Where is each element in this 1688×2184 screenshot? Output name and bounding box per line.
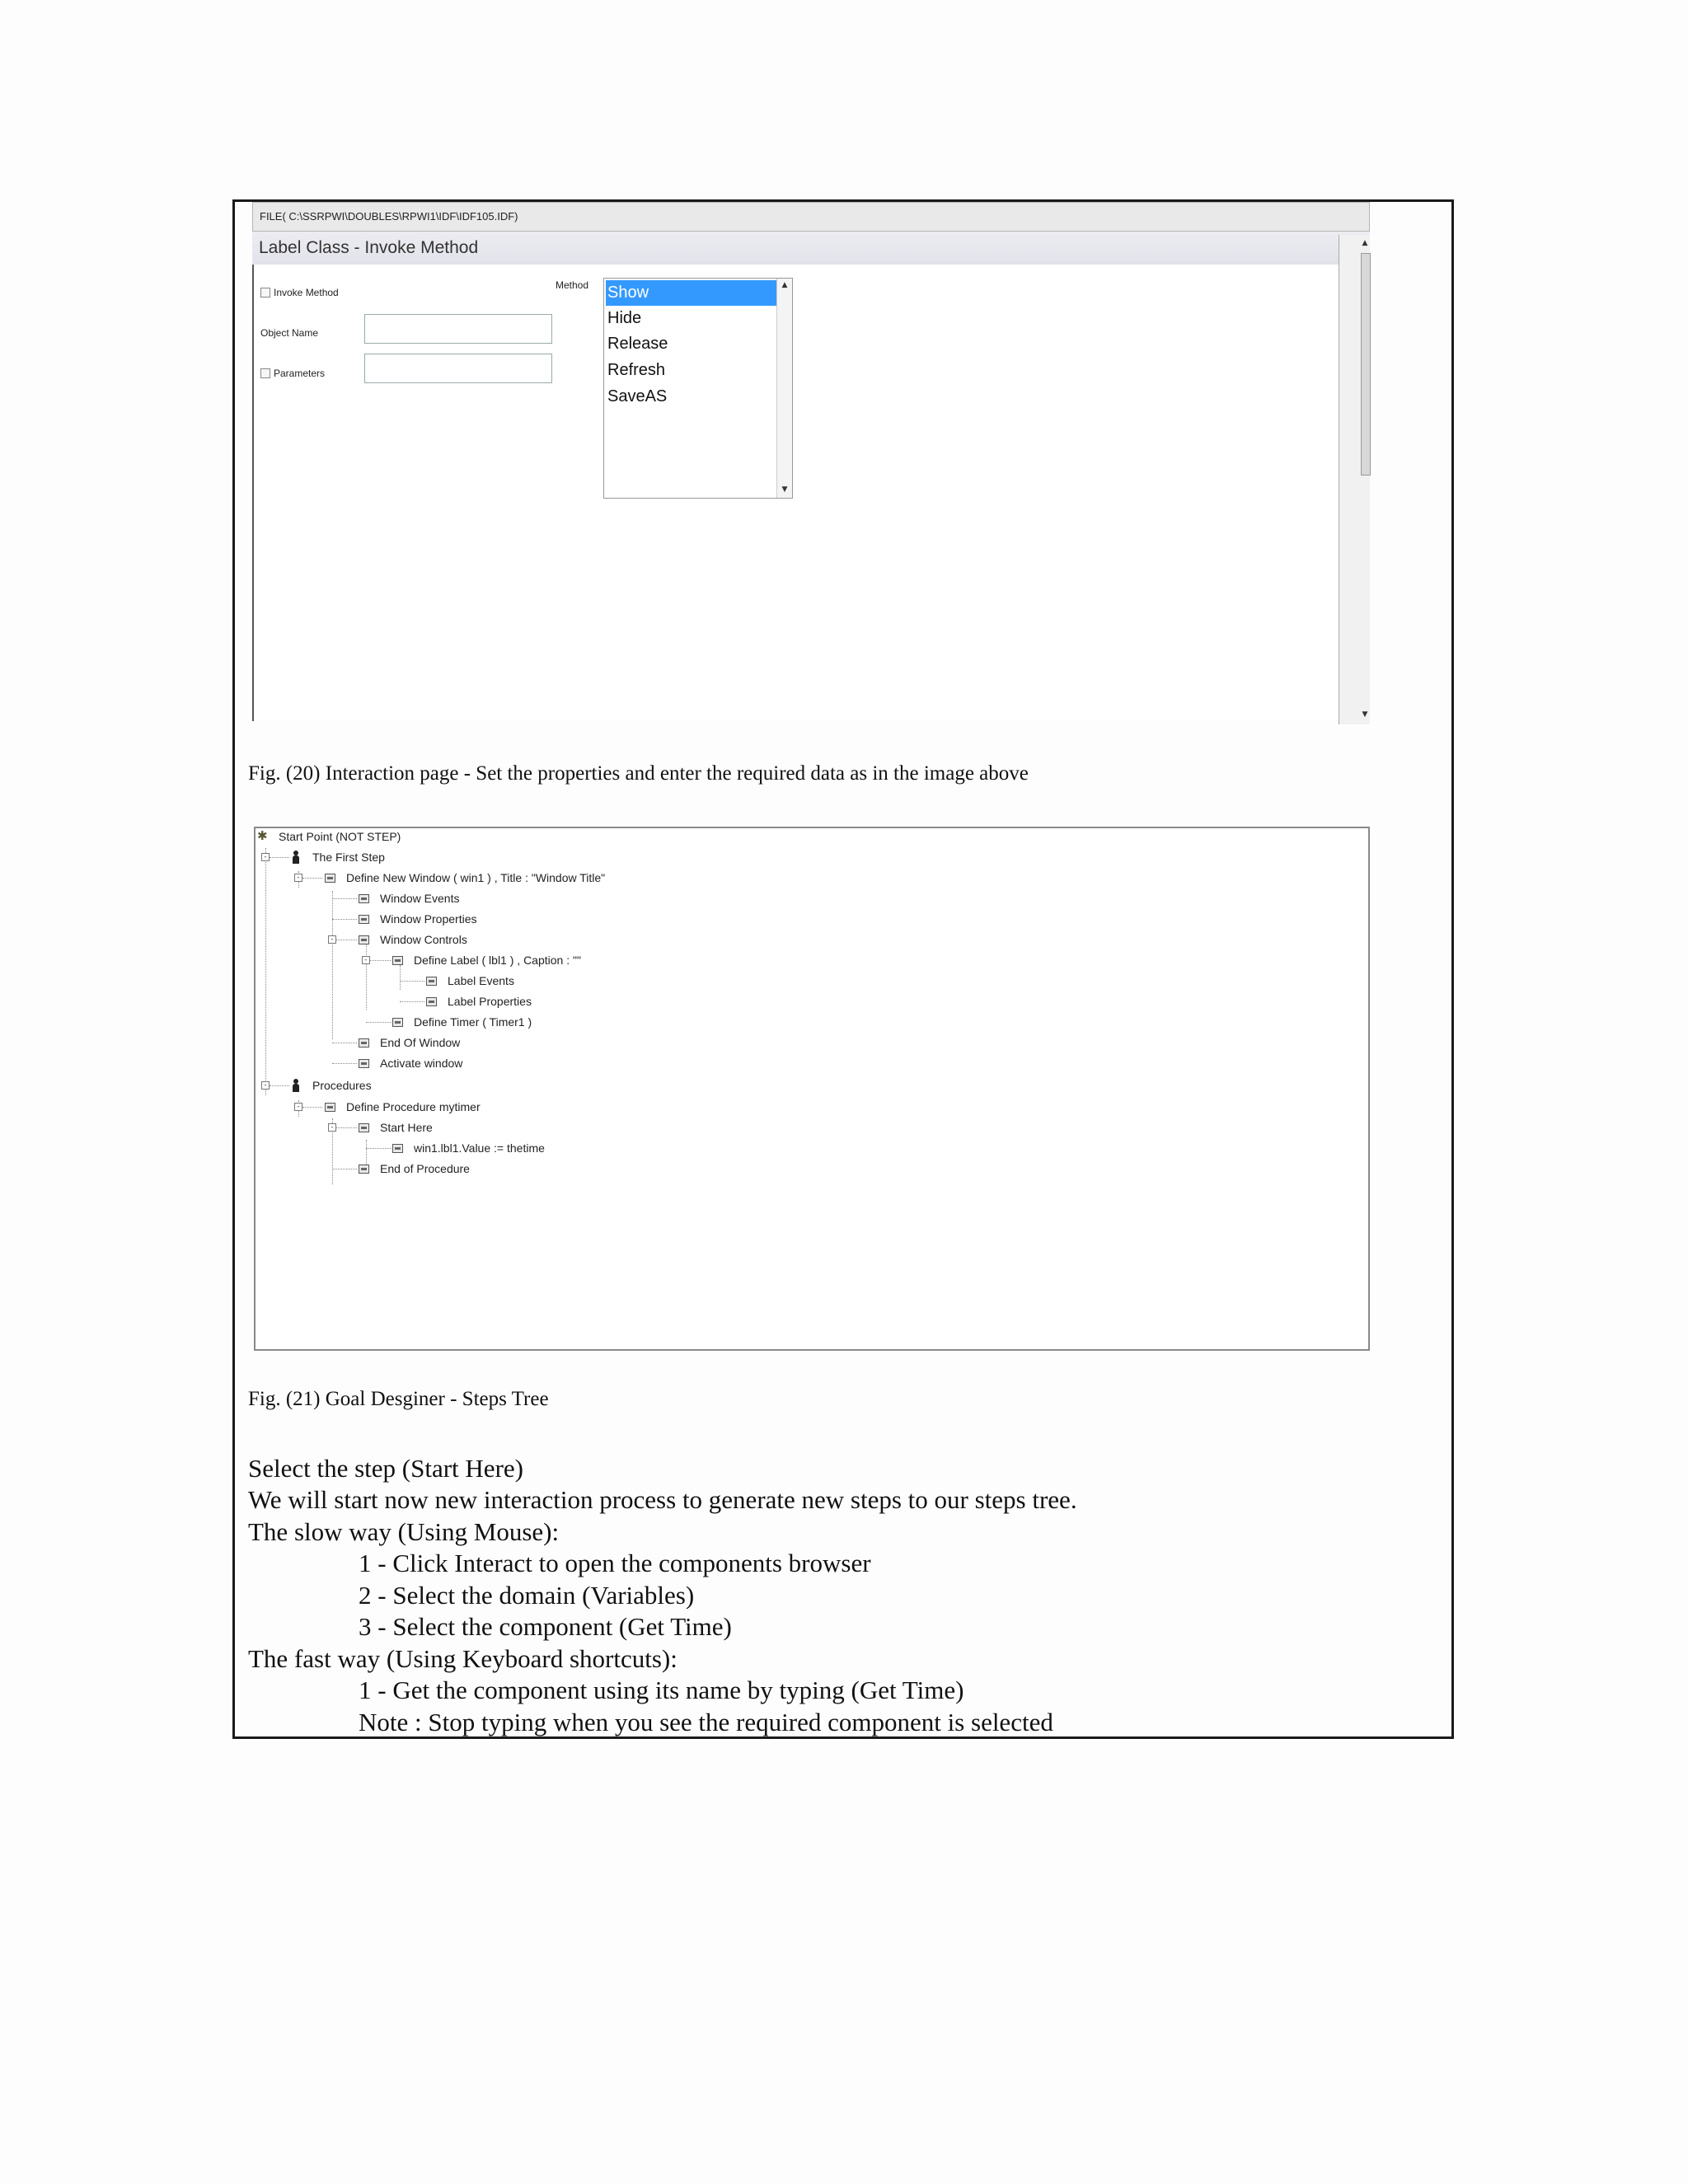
instruction-line: The slow way (Using Mouse):	[248, 1517, 560, 1546]
listbox-scrollbar[interactable]	[776, 279, 792, 498]
tree-line	[400, 981, 424, 982]
invoke-method-dialog	[252, 202, 1372, 724]
tree-node-procedures[interactable]: Procedures	[312, 1079, 372, 1092]
scroll-thumb[interactable]	[1361, 253, 1371, 476]
collapse-icon[interactable]: -	[328, 1123, 336, 1132]
tree-node-define-window[interactable]: Define New Window ( win1 ) , Title : "Window Title"	[346, 871, 606, 884]
instruction-step: 1 - Get the component using its name by typing (Get Time)	[359, 1675, 964, 1704]
step-icon	[359, 1165, 369, 1174]
tree-line	[400, 965, 401, 990]
step-icon	[426, 997, 437, 1006]
method-option-release[interactable]: Release	[607, 335, 668, 353]
method-listbox[interactable]	[603, 278, 793, 499]
method-option-saveas[interactable]: SaveAS	[607, 387, 668, 405]
tree-line	[332, 919, 357, 920]
instruction-note: Note : Stop typing when you see the required component is selected	[359, 1708, 1053, 1736]
tree-line	[302, 1107, 322, 1108]
collapse-icon[interactable]: -	[294, 874, 302, 882]
method-option-refresh[interactable]: Refresh	[607, 361, 666, 379]
start-point-icon: ✱	[257, 830, 268, 843]
tree-line	[270, 857, 289, 858]
instruction-step: 3 - Select the component (Get Time)	[359, 1612, 732, 1641]
tree-node-label-properties[interactable]: Label Properties	[448, 995, 532, 1008]
dialog-body	[252, 265, 1339, 721]
invoke-method-checkbox[interactable]	[260, 288, 270, 298]
step-icon	[359, 935, 369, 944]
tree-node-window-events[interactable]: Window Events	[380, 892, 460, 905]
object-name-label: Object Name	[260, 327, 319, 339]
tree-node-label-events[interactable]: Label Events	[448, 974, 514, 987]
tree-node-assign-value[interactable]: win1.lbl1.Value := thetime	[414, 1141, 545, 1155]
tree-line	[332, 891, 333, 1039]
listbox-scroll-down-icon[interactable]: ▼	[781, 485, 788, 494]
parameters-label: Parameters	[274, 368, 326, 379]
instruction-line: We will start now new interaction process to generate new steps to our steps tree.	[248, 1485, 1077, 1514]
tree-node-start-point[interactable]: Start Point (NOT STEP)	[279, 830, 401, 843]
tree-node-define-label[interactable]: Define Label ( lbl1 ) , Caption : ""	[414, 954, 581, 967]
step-icon	[392, 1144, 403, 1153]
steps-tree	[254, 827, 1370, 1351]
file-path-bar: FILE( C:\SSRPWI\DOUBLES\RPWI1\IDF\IDF105.IDF)	[252, 202, 1370, 232]
tree-line	[366, 1140, 367, 1165]
tree-line	[400, 1001, 424, 1002]
step-icon	[392, 1018, 403, 1027]
tree-line	[336, 1127, 357, 1128]
tree-node-end-of-window[interactable]: End Of Window	[380, 1036, 461, 1049]
step-icon	[359, 915, 369, 924]
step-icon	[359, 1123, 369, 1132]
invoke-method-label: Invoke Method	[274, 287, 339, 298]
step-icon	[359, 1038, 369, 1047]
tree-line	[332, 1063, 357, 1064]
tree-line	[366, 944, 367, 1010]
step-icon	[325, 874, 335, 883]
collapse-icon[interactable]: -	[362, 956, 370, 964]
listbox-scroll-up-icon[interactable]: ▲	[781, 281, 788, 289]
instruction-step: 1 - Click Interact to open the components browser	[359, 1549, 871, 1577]
fig21-caption: Fig. (21) Goal Desginer - Steps Tree	[248, 1388, 549, 1410]
object-name-input[interactable]	[364, 314, 552, 344]
collapse-icon[interactable]: -	[294, 1103, 302, 1111]
tree-node-first-step[interactable]: The First Step	[312, 851, 385, 864]
collapse-icon[interactable]: -	[261, 1081, 270, 1090]
parameters-checkbox[interactable]	[260, 368, 270, 378]
window-title: Label Class - Invoke Method	[252, 232, 1370, 265]
instruction-line: Select the step (Start Here)	[248, 1454, 523, 1483]
instruction-step: 2 - Select the domain (Variables)	[359, 1581, 695, 1610]
tree-node-define-procedure[interactable]: Define Procedure mytimer	[346, 1100, 481, 1113]
tree-node-window-properties[interactable]: Window Properties	[380, 912, 477, 926]
step-person-icon	[292, 851, 299, 864]
tree-line	[265, 848, 266, 1095]
tree-node-end-of-procedure[interactable]: End of Procedure	[380, 1162, 470, 1175]
dialog-scrollbar[interactable]	[1339, 235, 1370, 724]
step-icon	[359, 1059, 369, 1068]
method-option-hide[interactable]: Hide	[607, 309, 642, 327]
step-icon	[325, 1103, 335, 1112]
parameters-input[interactable]	[364, 354, 552, 383]
collapse-icon[interactable]: -	[261, 853, 270, 861]
method-option-show[interactable]: Show	[606, 280, 777, 306]
collapse-icon[interactable]: -	[328, 935, 336, 944]
instruction-line: The fast way (Using Keyboard shortcuts):	[248, 1644, 678, 1673]
fig20-caption: Fig. (20) Interaction page - Set the properties and enter the required data as in the image above	[248, 762, 1029, 785]
tree-line	[366, 1022, 391, 1023]
step-icon	[359, 894, 369, 903]
tree-line	[370, 960, 391, 961]
tree-node-start-here[interactable]: Start Here	[380, 1121, 433, 1134]
tree-line	[302, 878, 322, 879]
step-icon	[426, 977, 437, 986]
tree-node-define-timer[interactable]: Define Timer ( Timer1 )	[414, 1015, 532, 1029]
scroll-down-icon[interactable]: ▼	[1362, 710, 1368, 719]
tree-node-activate-window[interactable]: Activate window	[380, 1057, 463, 1070]
step-person-icon	[292, 1079, 299, 1092]
method-label: Method	[556, 279, 589, 291]
tree-line	[270, 1085, 289, 1086]
tree-node-window-controls[interactable]: Window Controls	[380, 933, 467, 946]
tree-line	[366, 1148, 391, 1149]
scroll-up-icon[interactable]: ▲	[1362, 239, 1368, 247]
step-icon	[392, 956, 403, 965]
tree-line	[332, 898, 357, 899]
